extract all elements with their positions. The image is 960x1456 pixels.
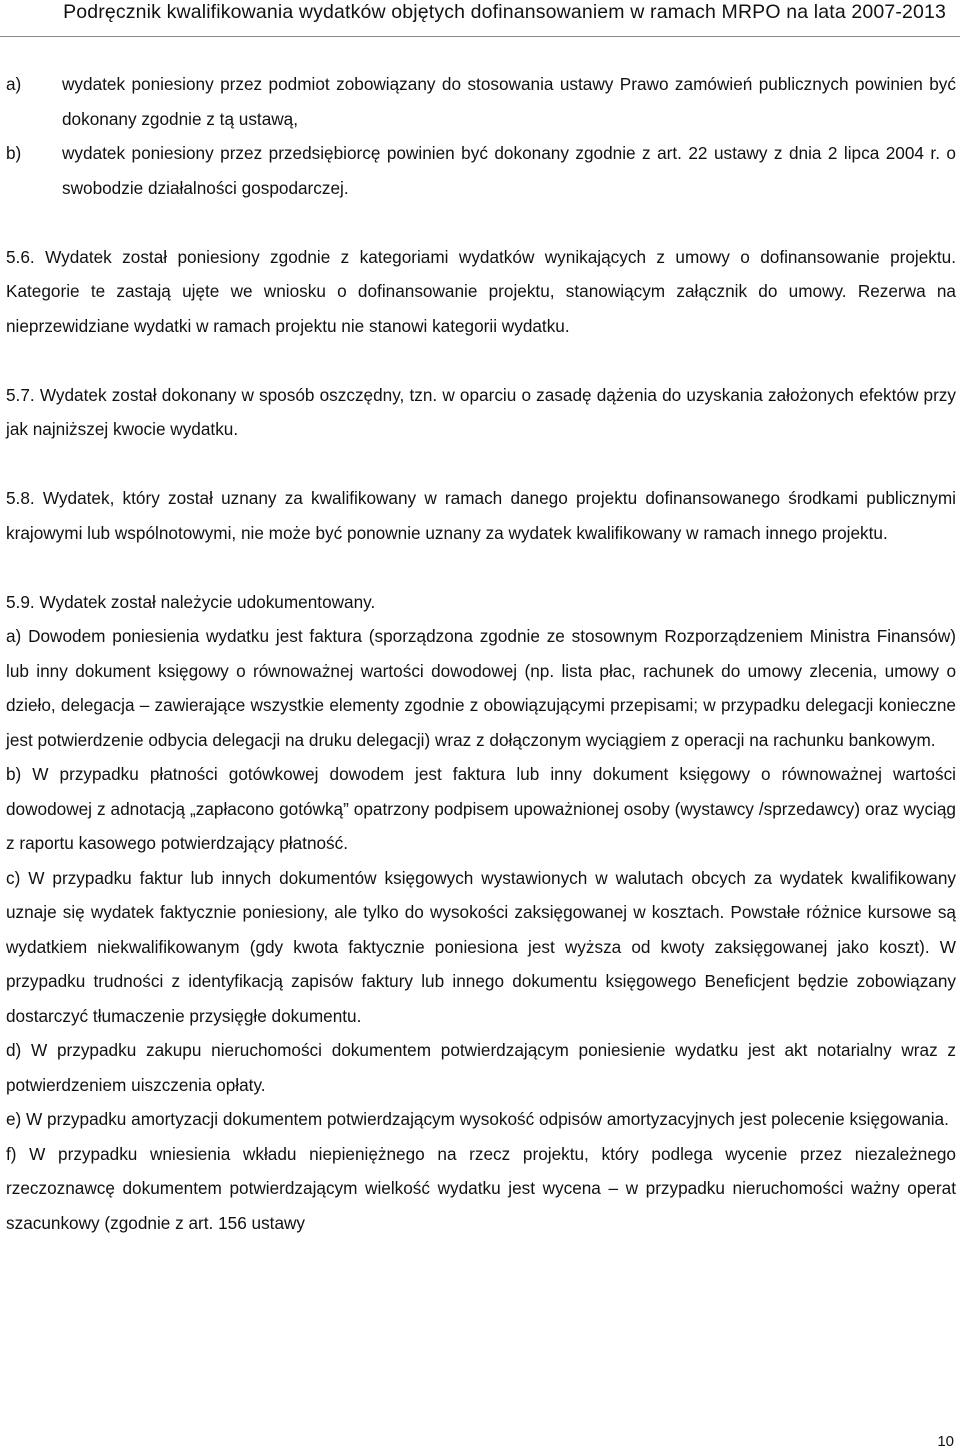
page-header (0, 0, 960, 37)
list-item-b (6, 136, 956, 205)
list-item-label: b) (6, 143, 22, 163)
paragraph-5-9: 5.9. Wydatek został należycie udokumentowany. (6, 591, 376, 612)
paragraph-5-9-d: d) W przypadku zakupu nieruchomości dokumentem potwierdzającym poniesienie wydatku jest akt notarialny wraz z potwierdzeniem uiszczenia opłaty. (6, 1040, 956, 1095)
list-item-a (6, 67, 956, 136)
paragraph-5-9-c: c) W przypadku faktur lub innych dokumentów księgowych wystawionych w walutach obcych za wydatek kwalifikowany uznaje się wydatek faktycznie poniesiony, ale tylko do wysokości zaksięgowanej w kosztach. Powstałe różnice kursowe są wydatkiem niekwalifikowanym (gdy kwota faktycznie poniesiona jest wyższa od kwoty zaksięgowanej jako koszt). W przypadku trudności z identyfikacją zapisów faktury lub innego dokumentu księgowego Beneficjent będzie zobowiązany dostarczyć tłumaczenie przysięgłe dokumentu. (6, 867, 956, 1026)
paragraph-5-9-b: b) W przypadku płatności gotówkowej dowodem jest faktura lub inny dokument księgowy o równoważnej wartości dowodowej z adnotacją „zapłacono gotówką” opatrzony podpisem upoważnionej osoby (wystawcy /sprzedawcy) oraz wyciąg z raportu kasowego potwierdzający płatność. (6, 764, 956, 853)
paragraph-5-9-a: a) Dowodem poniesienia wydatku jest faktura (sporządzona zgodnie ze stosownym Rozporządzeniem Ministra Finansów) lub inny dokument księgowy o równoważnej wartości dowodowej (np. lista płac, rachunek do umowy zlecenia, umowy o dzieło, delegacja – zawierające wszystkie elementy zgodnie z obowiązującymi przepisami; w przypadku delegacji konieczne jest potwierdzenie odbycia delegacji na druku delegacji) wraz z dołączonym wyciągiem z operacji na rachunku bankowym. (6, 626, 956, 750)
page-number: 10 (937, 1433, 954, 1450)
document-body (6, 67, 956, 1240)
paragraph-5-9-e: e) W przypadku amortyzacji dokumentem potwierdzającym wysokość odpisów amortyzacyjnych jest polecenie księgowania. (6, 1109, 949, 1129)
list-item-text: wydatek poniesiony przez podmiot zobowiązany do stosowania ustawy Prawo zamówień publicznych powinien być dokonany zgodnie z tą ustawą, (62, 74, 956, 129)
header-title: Podręcznik kwalifikowania wydatków objętych dofinansowaniem w ramach MRPO na lata 2007-2013 (63, 1, 946, 23)
paragraph-5-8: 5.8. Wydatek, który został uznany za kwalifikowany w ramach danego projektu dofinansowanego środkami publicznymi krajowymi lub wspólnotowymi, nie może być ponownie uznany za wydatek kwalifikowany w ramach innego projektu. (6, 488, 956, 543)
list-item-text: wydatek poniesiony przez przedsiębiorcę powinien być dokonany zgodnie z art. 22 ustawy z dnia 2 lipca 2004 r. o swobodzie działalności gospodarczej. (62, 143, 956, 198)
paragraph-5-9-f: f) W przypadku wniesienia wkładu niepieniężnego na rzecz projektu, który podlega wycenie przez niezależnego rzeczoznawcę dokumentem potwierdzającym wielkość wydatku jest wycena – w przypadku nieruchomości ważny operat szacunkowy (zgodnie z art. 156 ustawy (6, 1143, 956, 1233)
paragraph-5-6: 5.6. Wydatek został poniesiony zgodnie z kategoriami wydatków wynikających z umowy o dofinansowanie projektu. Kategorie te zastają ujęte we wniosku o dofinansowanie projektu, stanowiącym załącznik do umowy. Rezerwa na nieprzewidziane wydatki w ramach projektu nie stanowi kategorii wydatku. (6, 246, 956, 336)
paragraph-5-7: 5.7. Wydatek został dokonany w sposób oszczędny, tzn. w oparciu o zasadę dążenia do uzyskania założonych efektów przy jak najniższej kwocie wydatku. (6, 384, 956, 439)
list-item-label: a) (6, 74, 22, 94)
